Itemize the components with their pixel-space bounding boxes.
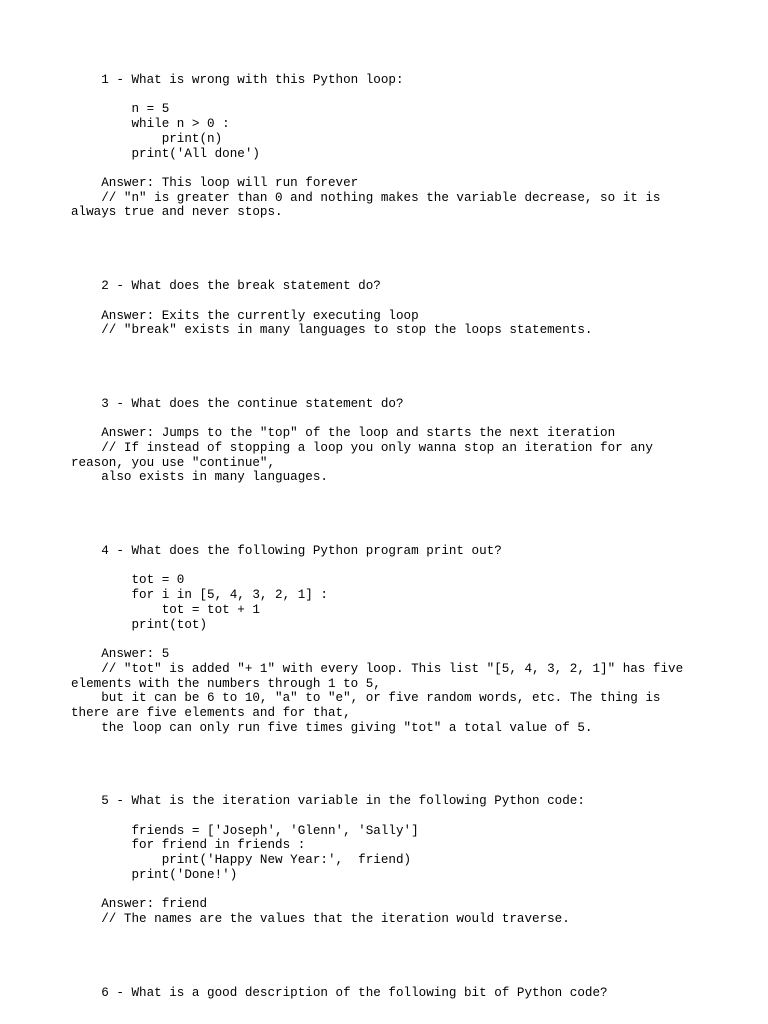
text-line: elements with the numbers through 1 to 5, [71,676,381,691]
text-line: // The names are the values that the iteration would traverse. [71,912,570,927]
text-line: print(tot) [71,617,208,632]
text-line: tot = 0 [71,573,185,588]
text-line: always true and never stops. [71,205,283,220]
text-line: for i in [5, 4, 3, 2, 1] : [71,588,328,603]
text-line: friends = ['Joseph', 'Glenn', 'Sally'] [71,823,419,838]
text-line: // "n" is greater than 0 and nothing makes the variable decrease, so it is [71,190,661,205]
text-line: tot = tot + 1 [71,602,260,617]
text-line: print(n) [71,131,223,146]
text-line: Answer: This loop will run forever [71,176,359,191]
text-line: // If instead of stopping a loop you only wanna stop an iteration for any [71,441,653,455]
text-line: for friend in friends : [71,838,306,853]
text-line: // "break" exists in many languages to stop the loops statements. [71,323,593,338]
text-line: // "tot" is added "+ 1" with every loop. This list "[5, 4, 3, 2, 1]" has five [71,661,684,676]
text-line: reason, you use "continue", [71,455,276,470]
text-line: the loop can only run five times giving "tot" a total value of 5. [71,720,593,735]
text-line: there are five elements and for that, [71,705,351,720]
text-line: print('Happy New Year:', friend) [71,853,412,868]
text-line: but it can be 6 to 10, "a" to "e", or five random words, etc. The thing is [71,691,661,706]
text-line: Answer: 5 [71,647,170,662]
text-line: print('All done') [71,146,260,161]
text-line: 2 - What does the break statement do? [71,279,381,294]
text-line: 3 - What does the continue statement do? [71,396,404,411]
text-line: n = 5 [71,102,170,117]
text-line: 6 - What is a good description of the following bit of Python code? [71,985,608,1000]
text-line: Answer: Exits the currently executing loop [71,308,419,323]
text-line: Answer: friend [71,897,208,912]
text-line: 5 - What is the iteration variable in the following Python code: [71,794,585,809]
text-line: 1 - What is wrong with this Python loop: [71,73,404,87]
text-line: while n > 0 : [71,117,230,132]
text-line: 4 - What does the following Python program print out? [71,544,502,559]
text-line: also exists in many languages. [71,470,328,485]
text-line: print('Done!') [71,867,238,882]
text-line: Answer: Jumps to the "top" of the loop and starts the next iteration [71,426,616,441]
